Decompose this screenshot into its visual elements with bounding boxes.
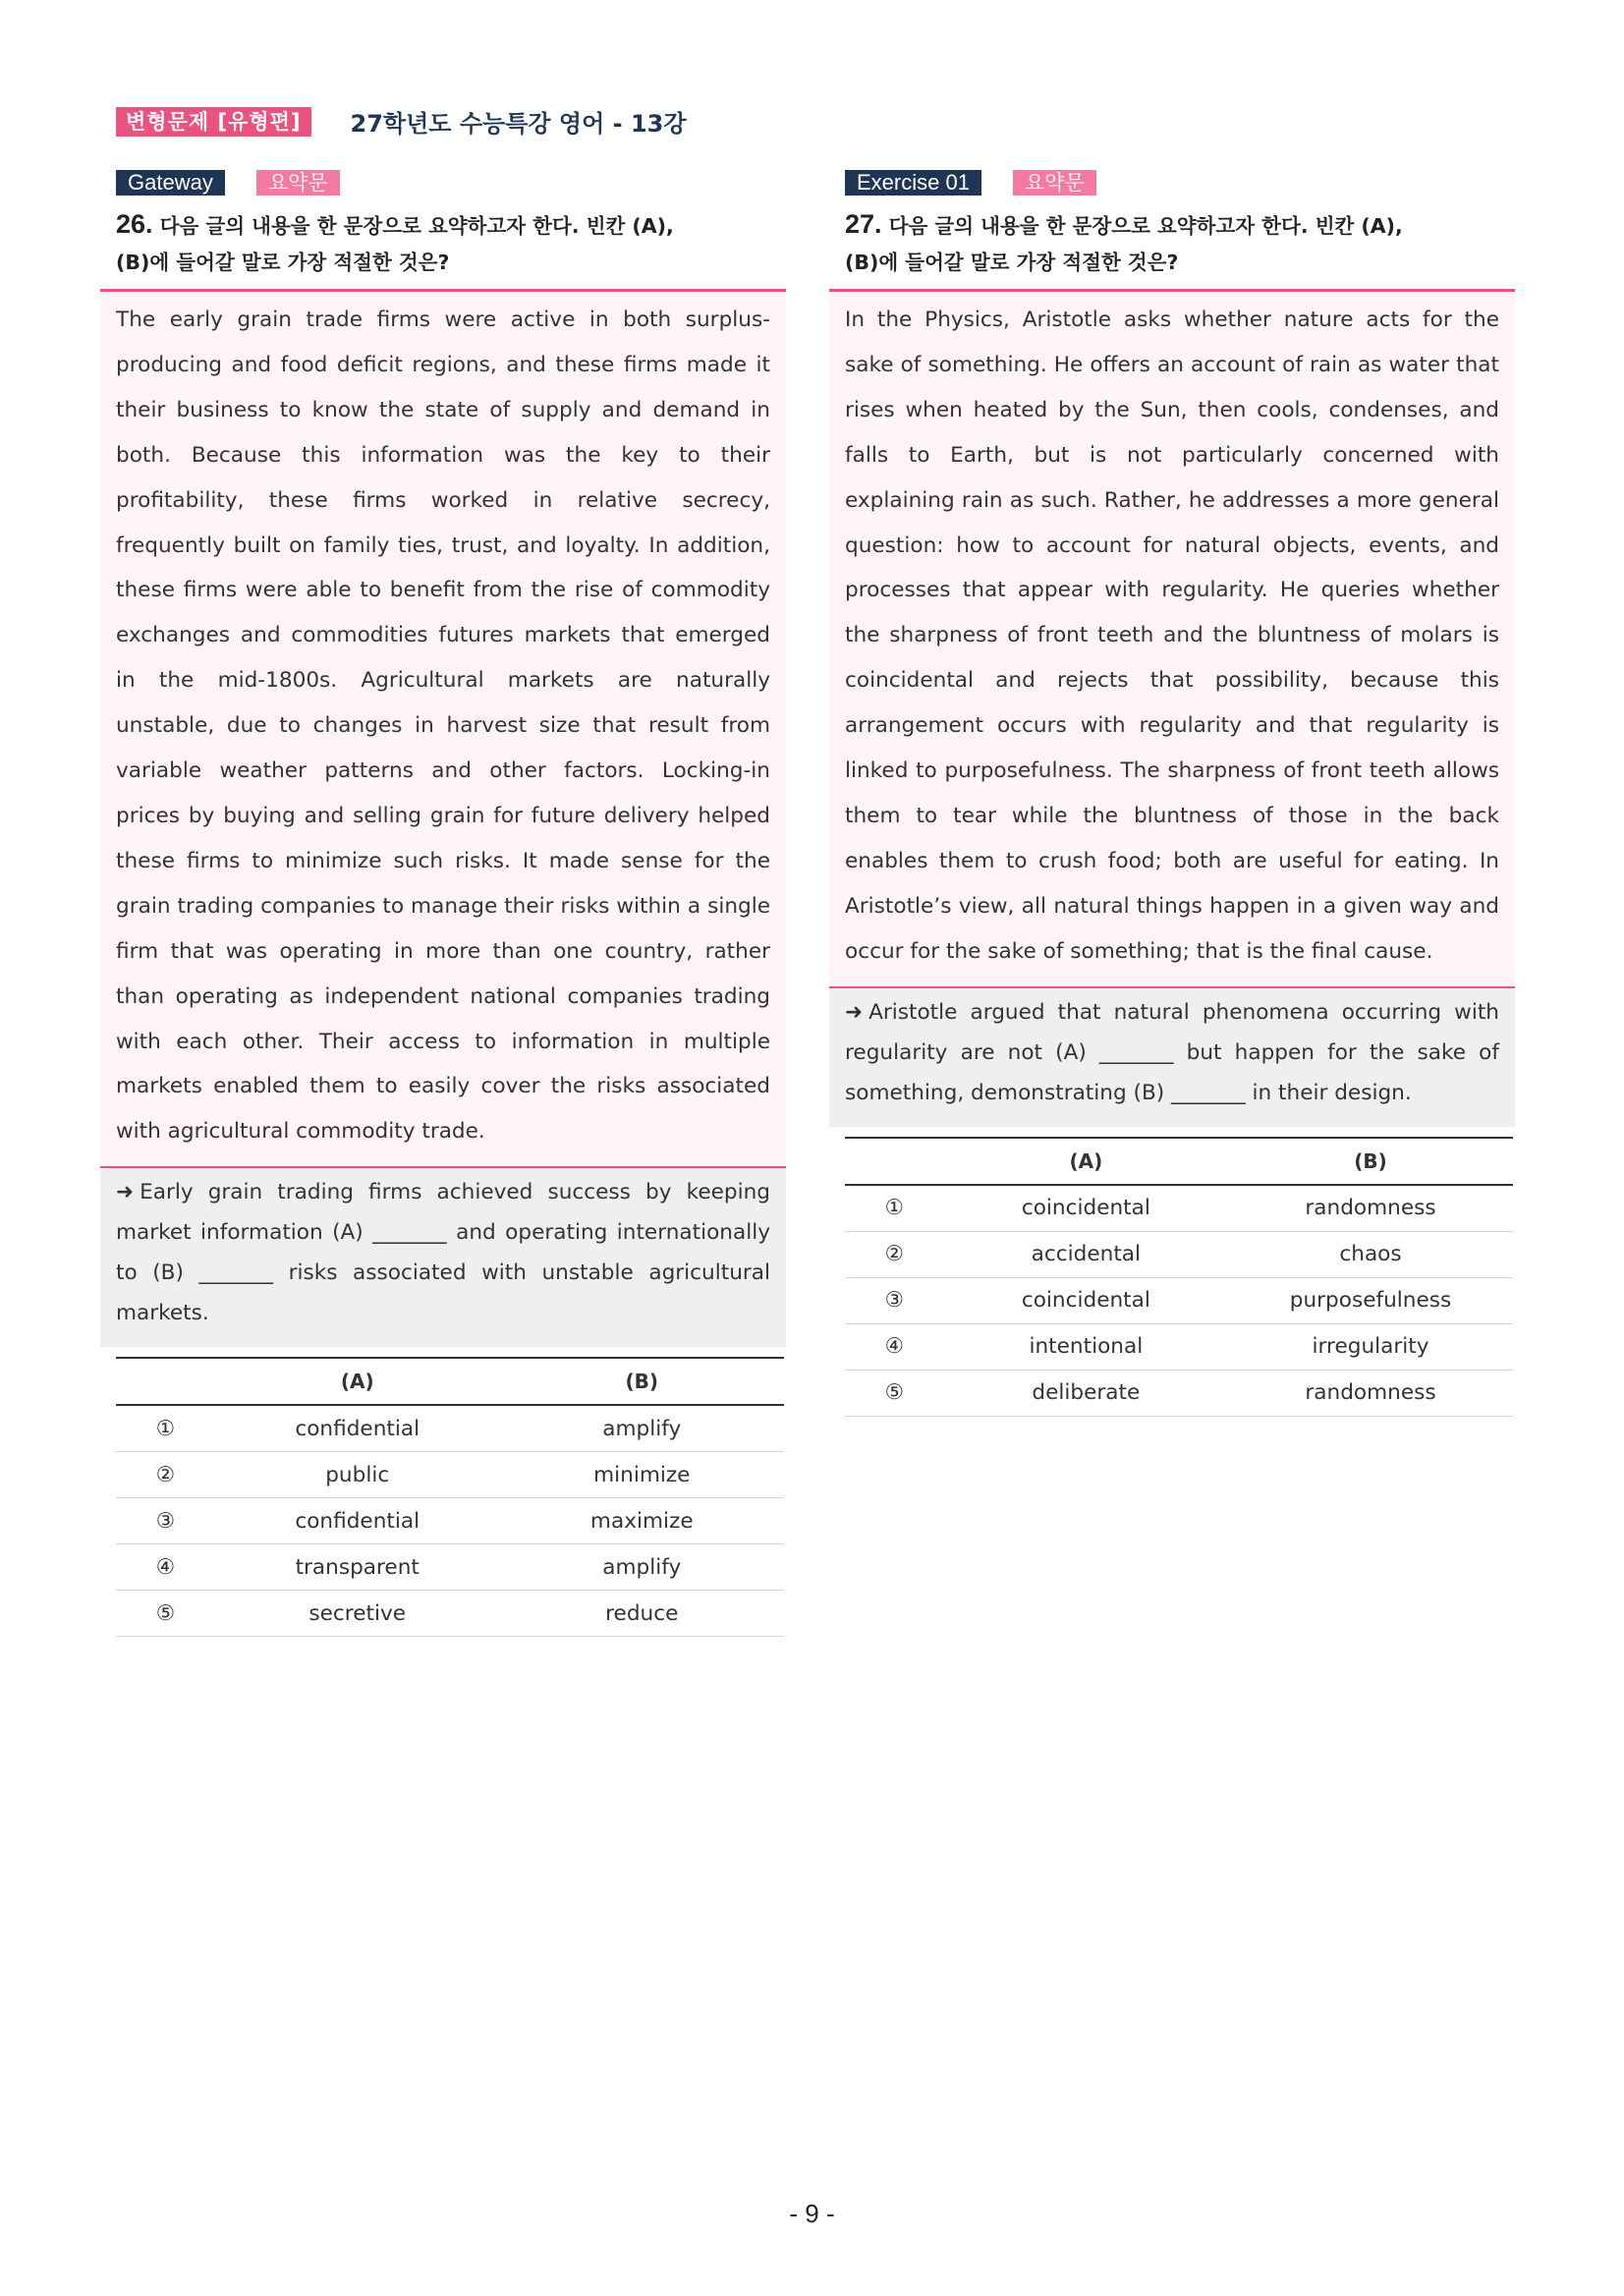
summary-text: Aristotle argued that natural phenomena occurring with regularity are not (A) _______ but happen for the sake of something, demonstrating (B) _______ in their design. xyxy=(845,999,1499,1105)
choice-number-header xyxy=(845,1138,944,1185)
choice-b: minimize xyxy=(500,1452,784,1498)
question-number: 26. xyxy=(116,209,153,239)
choices-header xyxy=(116,1358,784,1405)
arrow-icon: ➜ xyxy=(116,1180,135,1205)
choice-b: purposefulness xyxy=(1228,1277,1513,1323)
question-tags xyxy=(845,169,1513,196)
answer-choices xyxy=(116,1357,784,1637)
question-tags xyxy=(116,169,784,196)
answer-choices xyxy=(845,1137,1513,1417)
page-number: - 9 - xyxy=(789,2199,835,2228)
choice-row[interactable] xyxy=(116,1405,784,1452)
choice-row[interactable] xyxy=(116,1544,784,1591)
question-26-column xyxy=(116,169,784,1637)
choice-b: randomness xyxy=(1228,1185,1513,1232)
choices-header xyxy=(845,1138,1513,1185)
question-text-line2: (B)에 들어갈 말로 가장 적절한 것은? xyxy=(116,251,450,274)
section-tag: Gateway xyxy=(116,170,225,196)
reading-passage: The early grain trade firms were active in both surplus-producing and food deficit regions, and these firms made it their business to know the state of supply and demand in both. Because this information was the key to their profitability, these firms worked in relative secrecy, frequently built on family ties, trust, and loyalty. In addition, these firms were able to benefit from the rise of commodity exchanges and commodities futures markets that emerged in the mid-1800s. Agricultural markets are naturally unstable, due to changes in harvest size that result from variable weather patterns and other factors. Locking-in prices by buying and selling grain for future delivery helped these firms to minimize such risks. It made sense for the grain trading companies to manage their risks within a single firm that was operating in more than one country, rather than operating as independent national companies trading with each other. Their access to information in multiple markets enabled them to easily cover the risks associated with agricultural commodity trade. xyxy=(100,289,786,1168)
question-text-line1: 다음 글의 내용을 한 문장으로 요약하고자 한다. 빈칸 (A), xyxy=(888,214,1403,238)
choice-number: ② xyxy=(845,1231,944,1277)
summary-sentence xyxy=(829,988,1515,1127)
column-b-header: (B) xyxy=(500,1358,784,1405)
question-number: 27. xyxy=(845,209,882,239)
choice-b: amplify xyxy=(500,1405,784,1452)
page-header xyxy=(116,104,687,139)
choice-a: intentional xyxy=(944,1323,1228,1370)
reading-passage: In the Physics, Aristotle asks whether nature acts for the sake of something. He offers an account of rain as water that rises when heated by the Sun, then cools, condenses, and falls to Earth, but is not particularly concerned with explaining rain as such. Rather, he addresses a more general question: how to account for natural objects, events, and processes that appear with regularity. He queries whether the sharpness of front teeth and the bluntness of molars is coincidental and rejects that possibility, because this arrangement occurs with regularity and that regularity is linked to purposefulness. The sharpness of front teeth allows them to tear while the bluntness of those in the back enables them to crush food; both are useful for eating. In Aristotle’s view, all natural things happen in a given way and occur for the sake of something; that is the final cause. xyxy=(829,289,1515,988)
choice-a: accidental xyxy=(944,1231,1228,1277)
choice-row[interactable] xyxy=(845,1370,1513,1416)
choice-number-header xyxy=(116,1358,215,1405)
choice-a: confidential xyxy=(215,1405,500,1452)
choice-b: maximize xyxy=(500,1498,784,1544)
choice-a: transparent xyxy=(215,1544,500,1591)
type-tag: 요약문 xyxy=(1013,170,1096,196)
choice-b: chaos xyxy=(1228,1231,1513,1277)
choice-b: irregularity xyxy=(1228,1323,1513,1370)
choice-row[interactable] xyxy=(845,1185,1513,1232)
choice-row[interactable] xyxy=(116,1498,784,1544)
choice-b: randomness xyxy=(1228,1370,1513,1416)
summary-text: Early grain trading firms achieved success by keeping market information (A) _______ and operating internationally to (B) _______ risks associated with unstable agricultural markets. xyxy=(116,1180,770,1326)
question-text-line2: (B)에 들어갈 말로 가장 적절한 것은? xyxy=(845,251,1179,274)
choice-a: public xyxy=(215,1452,500,1498)
choice-row[interactable] xyxy=(845,1323,1513,1370)
choice-row[interactable] xyxy=(845,1277,1513,1323)
choice-number: ① xyxy=(845,1185,944,1232)
choice-number: ③ xyxy=(845,1277,944,1323)
question-prompt xyxy=(845,206,1513,281)
question-27-column xyxy=(845,169,1513,1417)
arrow-icon: ➜ xyxy=(845,999,864,1025)
choice-number: ④ xyxy=(845,1323,944,1370)
choice-number: ③ xyxy=(116,1498,215,1544)
question-prompt xyxy=(116,206,784,281)
choice-a: confidential xyxy=(215,1498,500,1544)
column-b-header: (B) xyxy=(1228,1138,1513,1185)
choice-number: ④ xyxy=(116,1544,215,1591)
choice-number: ① xyxy=(116,1405,215,1452)
choice-a: coincidental xyxy=(944,1185,1228,1232)
choice-row[interactable] xyxy=(116,1591,784,1637)
column-a-header: (A) xyxy=(944,1138,1228,1185)
choice-b: amplify xyxy=(500,1544,784,1591)
summary-sentence xyxy=(100,1168,786,1347)
type-tag: 요약문 xyxy=(256,170,340,196)
choice-a: deliberate xyxy=(944,1370,1228,1416)
choice-row[interactable] xyxy=(845,1231,1513,1277)
choice-a: coincidental xyxy=(944,1277,1228,1323)
choice-number: ② xyxy=(116,1452,215,1498)
choice-number: ⑤ xyxy=(845,1370,944,1416)
section-tag: Exercise 01 xyxy=(845,170,981,196)
choice-row[interactable] xyxy=(116,1452,784,1498)
page-title: 27학년도 수능특강 영어 - 13강 xyxy=(350,110,687,138)
choice-a: secretive xyxy=(215,1591,500,1637)
choice-number: ⑤ xyxy=(116,1591,215,1637)
category-badge: 변형문제 [유형편] xyxy=(116,107,311,137)
question-text-line1: 다음 글의 내용을 한 문장으로 요약하고자 한다. 빈칸 (A), xyxy=(159,214,674,238)
choice-b: reduce xyxy=(500,1591,784,1637)
column-a-header: (A) xyxy=(215,1358,500,1405)
